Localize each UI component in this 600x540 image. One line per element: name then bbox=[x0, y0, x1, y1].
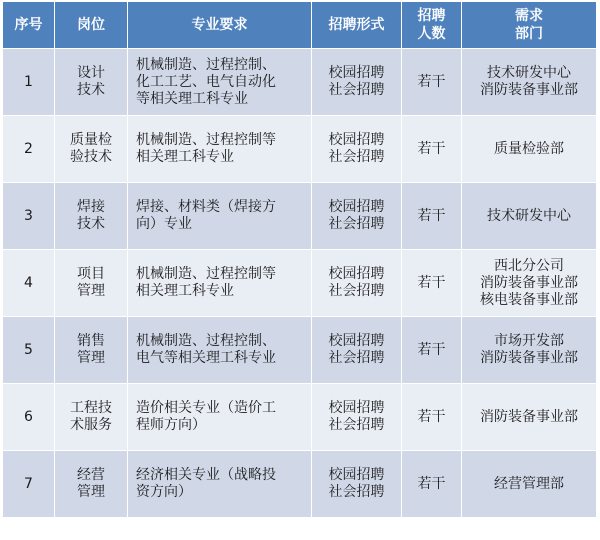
row-count: 若干 bbox=[402, 451, 462, 518]
header-serial-number: 序号 bbox=[3, 2, 55, 49]
row-department: 市场开发部 消防装备事业部 bbox=[462, 317, 597, 384]
recruitment-table bbox=[2, 1, 597, 518]
row-department: 质量检验部 bbox=[462, 116, 597, 183]
row-count: 若干 bbox=[402, 317, 462, 384]
row-form: 校园招聘 社会招聘 bbox=[312, 317, 402, 384]
table-row bbox=[3, 49, 597, 116]
row-department: 经营管理部 bbox=[462, 451, 597, 518]
recruitment-table-wrapper bbox=[2, 1, 596, 537]
row-count: 若干 bbox=[402, 49, 462, 116]
row-form: 校园招聘 社会招聘 bbox=[312, 49, 402, 116]
row-requirement: 经济相关专业（战略投 资方向） bbox=[128, 451, 312, 518]
header-recruitment-count: 招聘 人数 bbox=[402, 2, 462, 49]
header-position: 岗位 bbox=[55, 2, 128, 49]
row-position: 经营 管理 bbox=[55, 451, 128, 518]
row-department: 技术研发中心 消防装备事业部 bbox=[462, 49, 597, 116]
table-row bbox=[3, 183, 597, 250]
header-department: 需求 部门 bbox=[462, 2, 597, 49]
row-requirement: 机械制造、过程控制等 相关理工科专业 bbox=[128, 116, 312, 183]
row-requirement: 机械制造、过程控制等 相关理工科专业 bbox=[128, 250, 312, 317]
row-position: 设计 技术 bbox=[55, 49, 128, 116]
row-number: 2 bbox=[3, 116, 55, 183]
table-row bbox=[3, 451, 597, 518]
row-form: 校园招聘 社会招聘 bbox=[312, 250, 402, 317]
row-position: 项目 管理 bbox=[55, 250, 128, 317]
row-number: 1 bbox=[3, 49, 55, 116]
row-number: 6 bbox=[3, 384, 55, 451]
row-requirement: 焊接、材料类（焊接方 向）专业 bbox=[128, 183, 312, 250]
row-form: 校园招聘 社会招聘 bbox=[312, 116, 402, 183]
row-count: 若干 bbox=[402, 384, 462, 451]
row-requirement: 机械制造、过程控制、 化工工艺、电气自动化 等相关理工科专业 bbox=[128, 49, 312, 116]
row-department: 消防装备事业部 bbox=[462, 384, 597, 451]
row-number: 5 bbox=[3, 317, 55, 384]
row-form: 校园招聘 社会招聘 bbox=[312, 183, 402, 250]
row-department: 技术研发中心 bbox=[462, 183, 597, 250]
row-position: 焊接 技术 bbox=[55, 183, 128, 250]
row-requirement: 造价相关专业（造价工 程师方向） bbox=[128, 384, 312, 451]
row-requirement: 机械制造、过程控制、 电气等相关理工科专业 bbox=[128, 317, 312, 384]
row-position: 工程技 术服务 bbox=[55, 384, 128, 451]
table-header-row bbox=[3, 2, 597, 49]
row-count: 若干 bbox=[402, 116, 462, 183]
row-number: 4 bbox=[3, 250, 55, 317]
row-form: 校园招聘 社会招聘 bbox=[312, 451, 402, 518]
table-row bbox=[3, 384, 597, 451]
row-number: 3 bbox=[3, 183, 55, 250]
row-count: 若干 bbox=[402, 183, 462, 250]
row-position: 销售 管理 bbox=[55, 317, 128, 384]
row-form: 校园招聘 社会招聘 bbox=[312, 384, 402, 451]
table-row bbox=[3, 116, 597, 183]
row-number: 7 bbox=[3, 451, 55, 518]
table-row bbox=[3, 317, 597, 384]
table-row bbox=[3, 250, 597, 317]
header-major-requirement: 专业要求 bbox=[128, 2, 312, 49]
header-recruitment-form: 招聘形式 bbox=[312, 2, 402, 49]
row-count: 若干 bbox=[402, 250, 462, 317]
row-department: 西北分公司 消防装备事业部 核电装备事业部 bbox=[462, 250, 597, 317]
row-position: 质量检 验技术 bbox=[55, 116, 128, 183]
